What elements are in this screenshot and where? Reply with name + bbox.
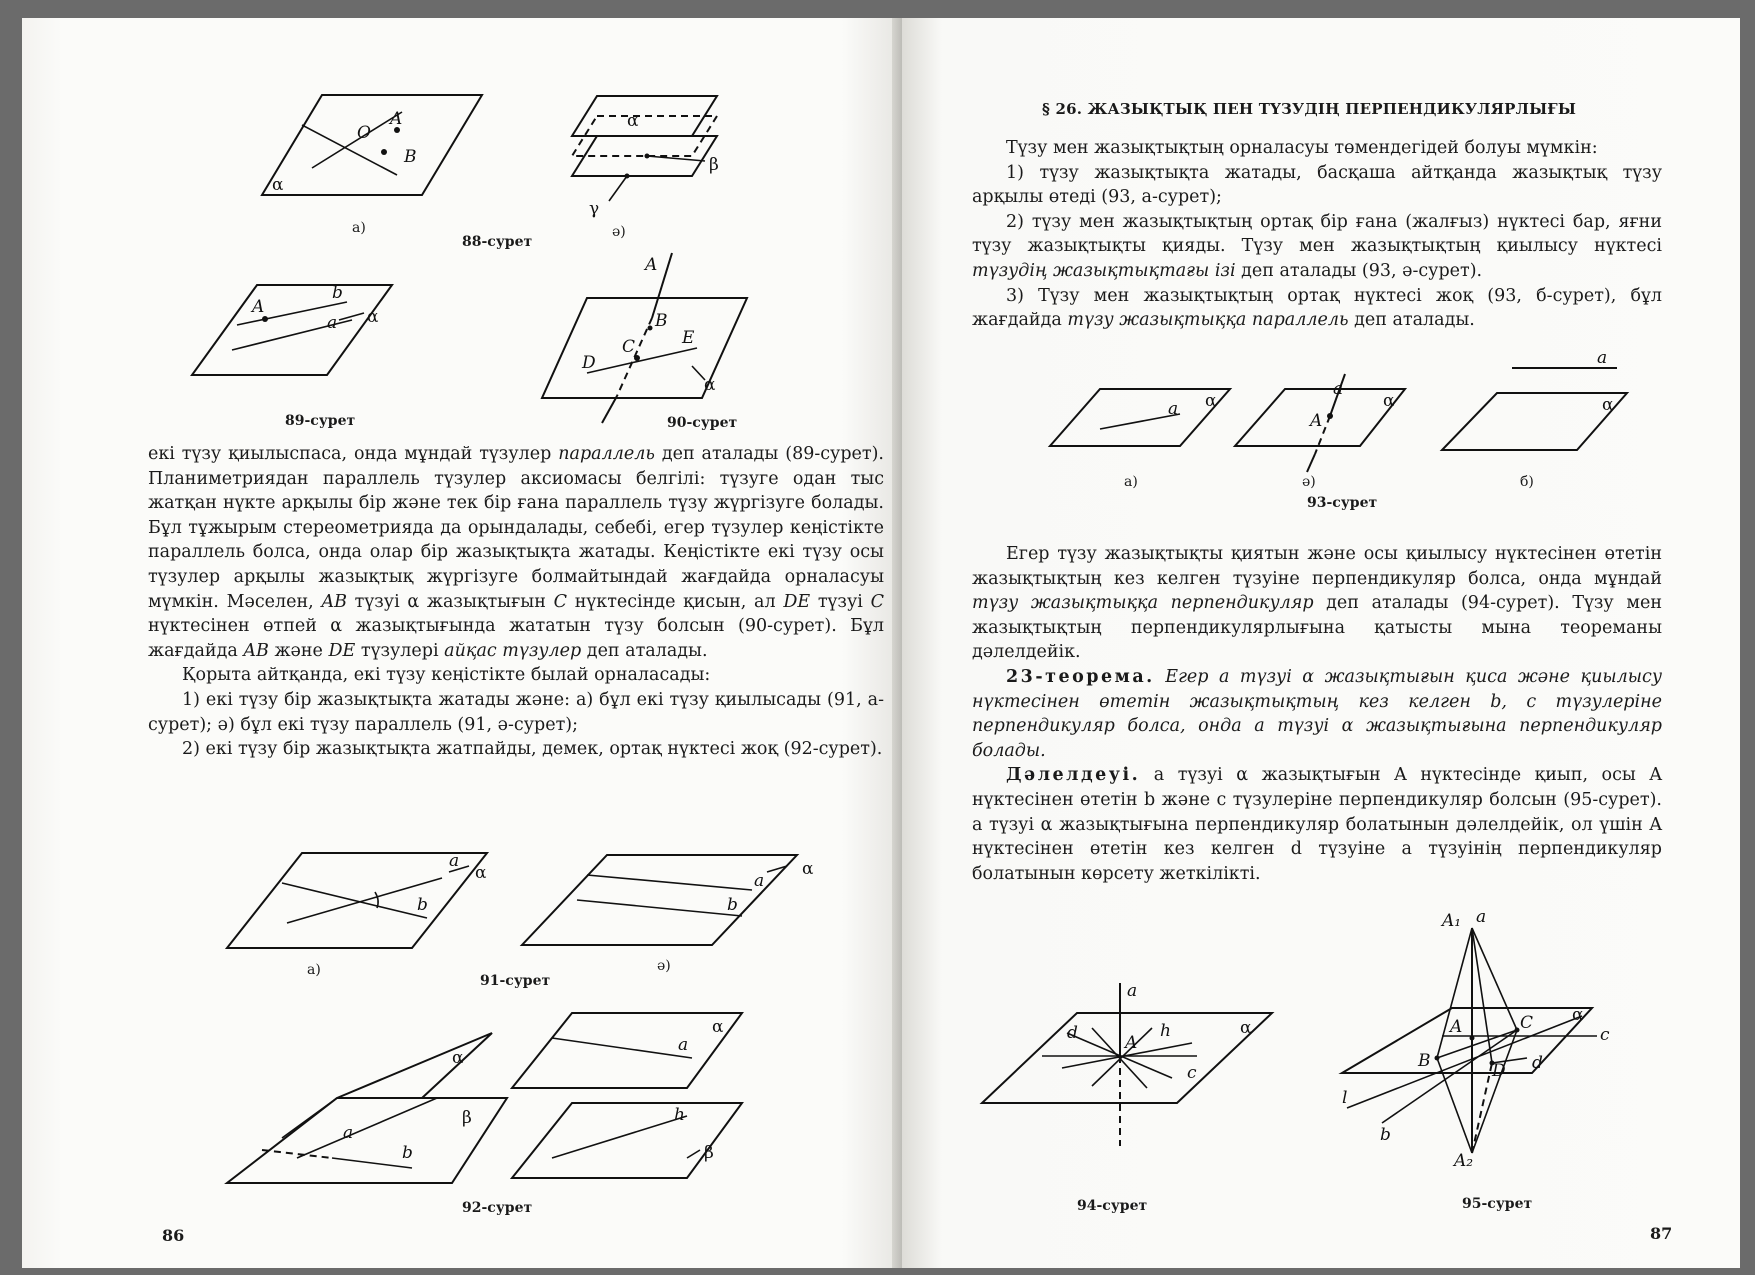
fig93-caption: 93-сурет [1307, 495, 1378, 511]
fig92-caption: 92-сурет [462, 1200, 533, 1216]
figure-93b [1235, 374, 1415, 484]
theorem-23: 23-теорема. Егер a түзуі α жазықтығын қиса және қиылысу нүктесінен өтетін жазықтықтың кез келген b, c түзулеріне перпендикуляр болса, онда a түзуі α жазықтығына перпендикуляр болады. [972, 666, 1662, 761]
fig95-label-a: a [1476, 907, 1487, 927]
fig95-label-A: A [1450, 1017, 1463, 1037]
fig93-label-a1: a [1168, 399, 1179, 419]
fig89-label-b: b [332, 283, 343, 303]
fig88-label-gamma: γ [589, 199, 600, 219]
fig95-label-A1: A₁ [1442, 911, 1462, 931]
fig92-label-a2: a [678, 1035, 689, 1055]
fig89-label-a: a [327, 313, 338, 333]
right-page-number: 87 [1650, 1224, 1673, 1243]
fig91-label-a2: a [754, 871, 765, 891]
fig95-label-b: b [1380, 1125, 1391, 1145]
fig89-label-alpha: α [367, 307, 379, 327]
fig88-label-beta: β [709, 155, 719, 175]
fig91-label-alpha2: α [802, 859, 814, 879]
left-page-number: 86 [162, 1226, 185, 1245]
paragraph-summary: Қорыта айтқанда, екі түзу кеңістікте былай орналасады: [182, 665, 711, 686]
fig90-label-D: D [582, 353, 596, 373]
fig94-label-h: h [1160, 1021, 1171, 1041]
fig91-sub-a: а) [307, 962, 321, 978]
case-2: 2) түзу мен жазықтықтың ортақ бір ғана (жалғыз) нүктесі бар, яғни түзу жазықтықты қияды. Түзу мен жазықтықтың қиылысу нүктесі түзудің жазықтықтағы ізі деп аталады (93, ә-сурет). [972, 211, 1662, 281]
fig95-label-l: l [1342, 1088, 1348, 1108]
right-page [902, 18, 1740, 1268]
fig90-label-alpha: α [704, 375, 716, 395]
figure-90 [542, 248, 762, 428]
fig88-sub-b: ә) [612, 224, 626, 240]
fig88-sub-a: а) [352, 220, 366, 236]
fig92-label-beta: β [462, 1108, 472, 1128]
figure-88b [567, 96, 747, 226]
list-item-2: 2) екі түзу бір жазықтықта жатпайды, демек, ортақ нүктесі жоқ (92-сурет). [182, 739, 883, 760]
fig93-label-al3: α [1602, 395, 1614, 415]
case-3: 3) Түзу мен жазықтықтың ортақ нүктесі жоқ (93, б-сурет), бұл жағдайда түзу жазықтыққа параллель деп аталады. [972, 285, 1662, 331]
book-spread [22, 18, 1740, 1268]
fig92-label-beta2: β [704, 1143, 714, 1163]
fig91-caption: 91-сурет [480, 973, 551, 989]
fig88-label-A: A [390, 109, 403, 129]
fig94-label-d: d [1067, 1023, 1078, 1043]
fig92-label-alpha2: α [712, 1017, 724, 1037]
fig94-label-a: a [1127, 981, 1138, 1001]
paragraph-intro: Түзу мен жазықтықтың орналасуы төмендегідей болуы мүмкін: [1006, 138, 1598, 158]
fig91-label-b: b [417, 895, 428, 915]
fig88-label-O: O [357, 123, 371, 143]
fig95-label-C: C [1520, 1013, 1534, 1033]
fig93-sub-b: ә) [1302, 474, 1316, 490]
fig94-label-A: A [1125, 1033, 1138, 1053]
figure-91a [227, 848, 487, 958]
figure-92b [512, 1008, 772, 1188]
list-item-1: 1) екі түзу бір жазықтықта жатады және: а) бұл екі түзу қиылысады (91, а-сурет); ә) бұл екі түзу параллель (91, ә-сурет); [148, 689, 884, 735]
fig95-caption: 95-сурет [1462, 1196, 1533, 1212]
fig89-label-A: A [252, 297, 265, 317]
fig92-label-h: h [674, 1105, 685, 1125]
fig92-label-alpha: α [452, 1048, 464, 1068]
figure-91b [522, 850, 822, 955]
figure-93a [1050, 384, 1235, 454]
proof: Дәлелдеуі. a түзуі α жазықтығын A нүктесінде қиып, осы A нүктесінен өтетін b және c түзулеріне перпендикуляр болсын (95-сурет). a түзуі α жазықтығына перпендикуляр болатынын дәлелдейік, ол үшін A нүктесінен өтетін кез келген d түзуіне a түзуінің перпендикуляр болатынын көрсету жеткілікті. [972, 765, 1662, 884]
fig93-sub-c: б) [1520, 474, 1534, 490]
fig95-label-c: c [1600, 1025, 1610, 1045]
fig88-label-B: B [404, 147, 417, 167]
case-1: 1) түзу жазықтықта жатады, басқаша айтқанда жазықтық түзу арқылы өтеді (93, а-сурет); [972, 162, 1662, 208]
fig93-label-al1: α [1205, 391, 1217, 411]
figure-94 [982, 978, 1282, 1148]
section-heading: § 26. ЖАЗЫҚТЫҚ ПЕН ТҮЗУДІҢ ПЕРПЕНДИКУЛЯРЛЫҒЫ [1042, 100, 1577, 118]
fig90-label-A: A [645, 255, 658, 275]
left-body-text [148, 442, 884, 762]
fig95-label-alpha: α [1572, 1005, 1584, 1025]
fig91-label-alpha: α [475, 863, 487, 883]
fig95-label-d: d [1532, 1053, 1543, 1073]
fig94-label-c: c [1187, 1063, 1197, 1083]
fig88-caption: 88-сурет [462, 234, 533, 250]
fig90-label-C: C [622, 337, 636, 357]
figure-92a [227, 1028, 507, 1198]
definition-perpendicular: Егер түзу жазықтықты қиятын және осы қиылысу нүктесінен өтетін жазықтықтың кез келген түзуіне перпендикуляр болса, онда мұндай түзу жазықтыққа перпендикуляр деп аталады (94-сурет). Түзу мен жазықтықтың перпендикулярлығына қатысты мына теореманы дәлелдейік. [972, 544, 1662, 663]
right-body-text [972, 542, 1662, 886]
fig88-label-alpha2: α [627, 111, 639, 131]
fig95-label-A2: A₂ [1454, 1151, 1474, 1171]
figure-93c [1442, 348, 1632, 458]
fig94-label-alpha: α [1240, 1018, 1252, 1038]
fig95-label-B: B [1418, 1051, 1431, 1071]
fig93-sub-a: а) [1124, 474, 1138, 490]
paragraph-parallel-lines: екі түзу қиылыспаса, онда мұндай түзулер параллель деп аталады (89-сурет). Планиметриядан параллель түзулер аксиомасы белгілі: түзуге одан тыс жатқан нүкте арқылы бір және тек бір ғана параллель түзу жүргізуге болады. Бұл тұжырым стереометрияда да орындалады, себебі, егер түзулер кеңістікте параллель болса, онда олар бір жазықтықта жатады. Кеңістікте екі түзу осы түзулер арқылы жазықтық жүргізуге болмайтындай жағдайда орналасуы мүмкін. Мәселен, AB түзуі α жазықтығын C нүктесінде қисын, ал DE түзуі C нүктесінен өтпей α жазықтығында жататын түзу болсын (90-сурет). Бұл жағдайда AB және DE түзулері айқас түзулер деп аталады. [148, 444, 884, 661]
figure-88a [262, 90, 492, 210]
fig90-label-E: E [682, 328, 695, 348]
figure-95 [1342, 908, 1662, 1188]
fig92-label-b: b [402, 1143, 413, 1163]
fig93-label-A: A [1310, 411, 1323, 431]
fig94-caption: 94-сурет [1077, 1198, 1148, 1214]
fig93-label-a2: a [1333, 379, 1344, 399]
fig90-caption: 90-сурет [667, 415, 738, 431]
right-intro-text [972, 136, 1662, 333]
fig95-label-D: D [1492, 1061, 1506, 1081]
fig92-label-a: a [343, 1123, 354, 1143]
fig89-caption: 89-сурет [285, 413, 356, 429]
fig93-label-a3: a [1597, 348, 1608, 368]
fig91-label-b2: b [727, 895, 738, 915]
fig93-label-al2: α [1383, 391, 1395, 411]
fig91-label-a: a [449, 851, 460, 871]
fig88-label-alpha: α [272, 175, 284, 195]
figure-89 [192, 280, 422, 390]
fig91-sub-b: ә) [657, 958, 671, 974]
fig90-label-B: B [655, 311, 668, 331]
left-page [22, 18, 902, 1268]
